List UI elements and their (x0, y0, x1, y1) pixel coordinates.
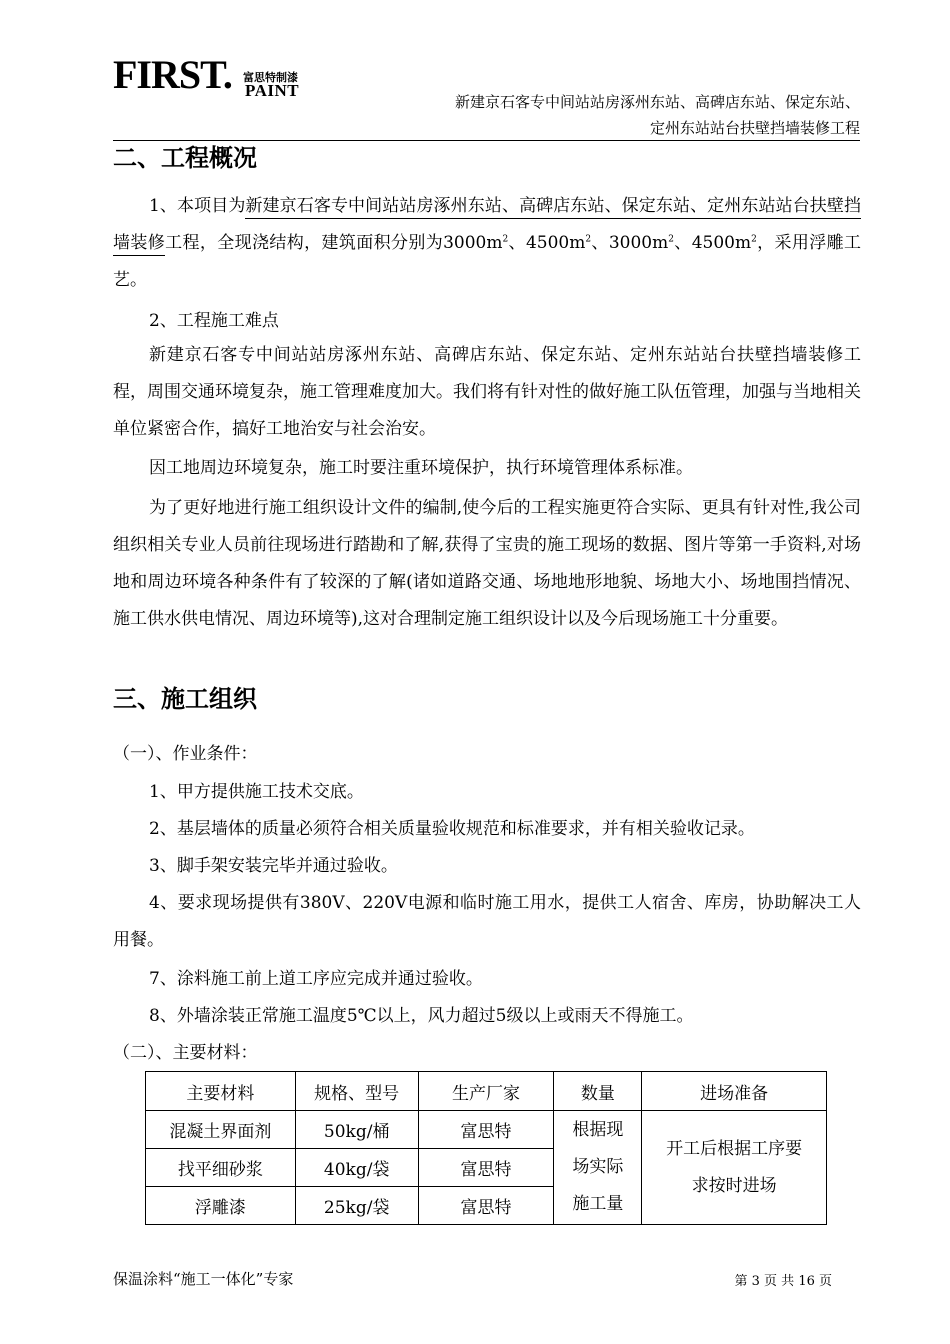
condition-item-4: 4、要求现场提供有380V、220V电源和临时施工用水，提供工人宿舍、库房，协助解决工人用餐。 (113, 893, 861, 950)
condition-item-2: 2、基层墙体的质量必须符合相关质量验收规范和标准要求，并有相关验收记录。 (149, 819, 755, 839)
header-project-title-line2: 定州东站站台扶壁挡墙装修工程 (649, 119, 860, 137)
table-header-cell: 主要材料 (146, 1072, 296, 1111)
project-name-underlined: 新建京石客专中间站站房涿州东站、高碑店东站、保定东站、定州东站站台扶壁挡墙装修 (113, 196, 861, 256)
difficulty-heading: 2、工程施工难点 (149, 311, 279, 331)
area-value-4: 4500m (691, 233, 752, 253)
footer-slogan: 保温涂料“施工一体化”专家 (113, 1270, 294, 1288)
logo-chinese-name: 富思特制漆 (243, 71, 298, 84)
page-number: 第 3 页 共 16 页 (734, 1274, 832, 1289)
area-unit-sup-2: 2 (585, 234, 592, 245)
material-spec: 40kg/袋 (295, 1149, 418, 1187)
material-quantity (554, 1111, 642, 1225)
company-logo (113, 52, 353, 104)
area-value-1: 3000m (443, 233, 503, 253)
environment-paragraph: 因工地周边环境复杂，施工时要注重环境保护，执行环境管理体系标准。 (149, 458, 693, 478)
condition-item-8: 8、外墙涂装正常施工温度5℃以上，风力超过5级以上或雨天不得施工。 (149, 1006, 694, 1026)
logo-paint-text: PAINT (245, 81, 300, 100)
difficulty-paragraph: 新建京石客专中间站站房涿州东站、高碑店东站、保定东站、定州东站站台扶壁挡墙装修工程，周围交通环境复杂，施工管理难度加大。我们将有针对性的做好施工队伍管理，加强与当地相关单位紧密合作，搞好工地治安与社会治安。 (113, 345, 861, 439)
table-header-row (146, 1072, 827, 1111)
area-value-3: 3000m (608, 233, 669, 253)
material-prep (642, 1111, 827, 1225)
area-unit-sup-4: 2 (751, 234, 757, 245)
main-materials-heading: （二）、主要材料： (113, 1043, 258, 1063)
design-preparation-paragraph: 为了更好地进行施工组织设计文件的编制,使今后的工程实施更符合实际、更具有针对性,我公司组织相关专业人员前往现场进行踏勘和了解,获得了宝贵的施工现场的数据、图片等第一手资料,对场地和周边环境各种条件有了较深的了解(诸如道路交通、场地地形地貌、场地大小、场地围挡情况、施工供水供电情况、周边环境等),这对合理制定施工组织设计以及今后现场施工十分重要。 (113, 498, 861, 629)
condition-item-7: 7、涂料施工前上道工序应完成并通过验收。 (149, 969, 483, 989)
table-header-cell: 数量 (554, 1072, 642, 1111)
area-value-2: 4500m (525, 233, 586, 253)
material-name: 浮雕漆 (146, 1187, 296, 1225)
material-maker: 富思特 (418, 1149, 554, 1187)
material-spec: 50kg/桶 (295, 1111, 418, 1149)
logo-wordmark: FIRST. (113, 52, 232, 97)
area-unit-sup-1: 2 (502, 234, 509, 245)
material-spec: 25kg/袋 (295, 1187, 418, 1225)
overview-p1-prefix: 1、本项目为 (149, 196, 246, 216)
quantity-line: 根据现 (572, 1120, 624, 1140)
quantity-line: 场实际 (572, 1157, 624, 1177)
prep-line: 求按时进场 (691, 1175, 777, 1196)
area-unit-sup-3: 2 (668, 234, 674, 245)
work-conditions-heading: （一）、作业条件： (113, 744, 258, 764)
material-maker: 富思特 (418, 1187, 554, 1225)
overview-p1-end: ，采用浮雕工艺。 (113, 233, 862, 290)
condition-item-1: 1、甲方提供施工技术交底。 (149, 782, 364, 802)
quantity-line: 施工量 (572, 1194, 624, 1214)
section-title-organization: 三、施工组织 (113, 685, 257, 713)
material-name: 找平细砂浆 (146, 1149, 296, 1187)
condition-item-3: 3、脚手架安装完毕并通过验收。 (149, 856, 398, 876)
table-header-cell: 规格、型号 (295, 1072, 418, 1111)
prep-line: 开工后根据工序要 (666, 1138, 803, 1159)
table-row (146, 1111, 827, 1149)
section-title-overview: 二、工程概况 (113, 144, 257, 172)
table-header-cell: 进场准备 (642, 1072, 827, 1111)
overview-p1-mid: 工程，全现浇结构，建筑面积分别为 (165, 233, 444, 253)
material-name: 混凝土界面剂 (146, 1111, 296, 1149)
area-separator-1: 、 (508, 233, 526, 253)
table-header-cell: 生产厂家 (418, 1072, 554, 1111)
overview-paragraph-1 (113, 188, 861, 299)
area-separator-3: 、 (673, 233, 692, 253)
header-project-title-line1: 新建京石客专中间站站房涿州东站、高碑店东站、保定东站、 (454, 93, 860, 111)
materials-table (145, 1071, 827, 1225)
area-separator-2: 、 (591, 233, 609, 253)
material-maker: 富思特 (418, 1111, 554, 1149)
header-divider (113, 140, 860, 141)
